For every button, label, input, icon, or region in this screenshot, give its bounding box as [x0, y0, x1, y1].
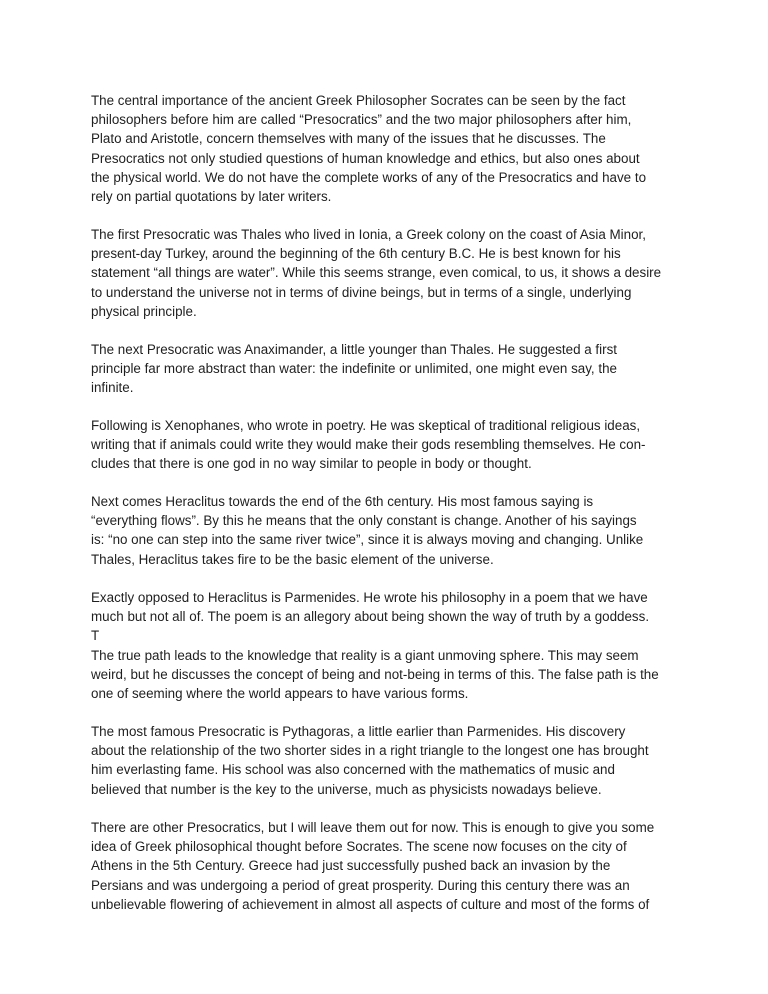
paragraph-pythagoras [91, 722, 691, 799]
text-line: rely on partial quotations by later writers. [91, 188, 332, 204]
text-line: writing that if animals could write they would make their gods resembling themselves. He con- [91, 437, 646, 453]
text-line: Exactly opposed to Heraclitus is Parmenides. He wrote his philosophy in a poem that we have [91, 590, 648, 605]
text-line: Thales, Heraclitus takes fire to be the basic element of the universe. [91, 551, 494, 567]
paragraph-anaximander [91, 340, 691, 398]
text-line: is: “no one can step into the same river twice”, since it is always moving and changing. Unlike [91, 532, 644, 548]
text-line: The next Presocratic was Anaximander, a little younger than Thales. He suggested a first [91, 342, 617, 357]
paragraph-athens [91, 818, 691, 914]
text-line: the physical world. We do not have the complete works of any of the Presocratics and have to [91, 169, 647, 185]
text-line: physical principle. [91, 303, 197, 319]
text-line: about the relationship of the two shorter sides in a right triangle to the longest one has brought [91, 743, 649, 759]
text-line: philosophers before him are called “Presocratics” and the two major philosophers after him, [91, 112, 632, 128]
text-line: The true path leads to the knowledge that reality is a giant unmoving sphere. This may seem [91, 647, 639, 663]
text-line: unbelievable flowering of achievement in almost all aspects of culture and most of the forms of [91, 896, 650, 912]
paragraph-xenophanes [91, 416, 691, 474]
paragraph-parmenides [91, 588, 691, 703]
text-line: “everything flows”. By this he means that the only constant is change. Another of his sayings [91, 513, 637, 529]
text-line: statement “all things are water”. While this seems strange, even comical, to us, it shows a desire [91, 265, 662, 281]
text-line: cludes that there is one god in no way similar to people in body or thought. [91, 456, 532, 472]
text-line: The central importance of the ancient Greek Philosopher Socrates can be seen by the fact [91, 93, 626, 108]
text-line: Plato and Aristotle, concern themselves with many of the issues that he discusses. The [91, 131, 606, 147]
text-line: principle far more abstract than water: the indefinite or unlimited, one might even say, the [91, 361, 617, 377]
text-line: believed that number is the key to the universe, much as physicists nowadays believe. [91, 781, 602, 797]
paragraph-heraclitus [91, 492, 691, 569]
text-line: much but not all of. The poem is an allegory about being shown the way of truth by a goddess. [91, 609, 650, 625]
text-line: Presocratics not only studied questions of human knowledge and ethics, but also ones about [91, 150, 640, 166]
text-line: The most famous Presocratic is Pythagoras, a little earlier than Parmenides. His discovery [91, 724, 626, 739]
text-line: infinite. [91, 380, 134, 396]
text-line: The first Presocratic was Thales who lived in Ionia, a Greek colony on the coast of Asia Minor, [91, 227, 646, 242]
text-line: T [91, 628, 100, 644]
text-line: him everlasting fame. His school was also concerned with the mathematics of music and [91, 762, 615, 778]
text-line: one of seeming where the world appears to have various forms. [91, 685, 469, 701]
text-line: Athens in the 5th Century. Greece had just successfully pushed back an invasion by the [91, 858, 611, 874]
text-line: idea of Greek philosophical thought before Socrates. The scene now focuses on the city of [91, 839, 627, 855]
paragraph-socrates-intro [91, 91, 691, 206]
paragraph-thales [91, 225, 691, 321]
text-line: There are other Presocratics, but I will leave them out for now. This is enough to give you some [91, 820, 655, 835]
text-line: present-day Turkey, around the beginning of the 6th century B.C. He is best known for his [91, 246, 621, 262]
text-line: Following is Xenophanes, who wrote in poetry. He was skeptical of traditional religious ideas, [91, 418, 641, 433]
text-line: weird, but he discusses the concept of being and not-being in terms of this. The false path is the [91, 666, 659, 682]
text-line: to understand the universe not in terms of divine beings, but in terms of a single, underlying [91, 284, 632, 300]
text-line: Next comes Heraclitus towards the end of the 6th century. His most famous saying is [91, 494, 594, 509]
text-line: Persians and was undergoing a period of great prosperity. During this century there was an [91, 877, 630, 893]
